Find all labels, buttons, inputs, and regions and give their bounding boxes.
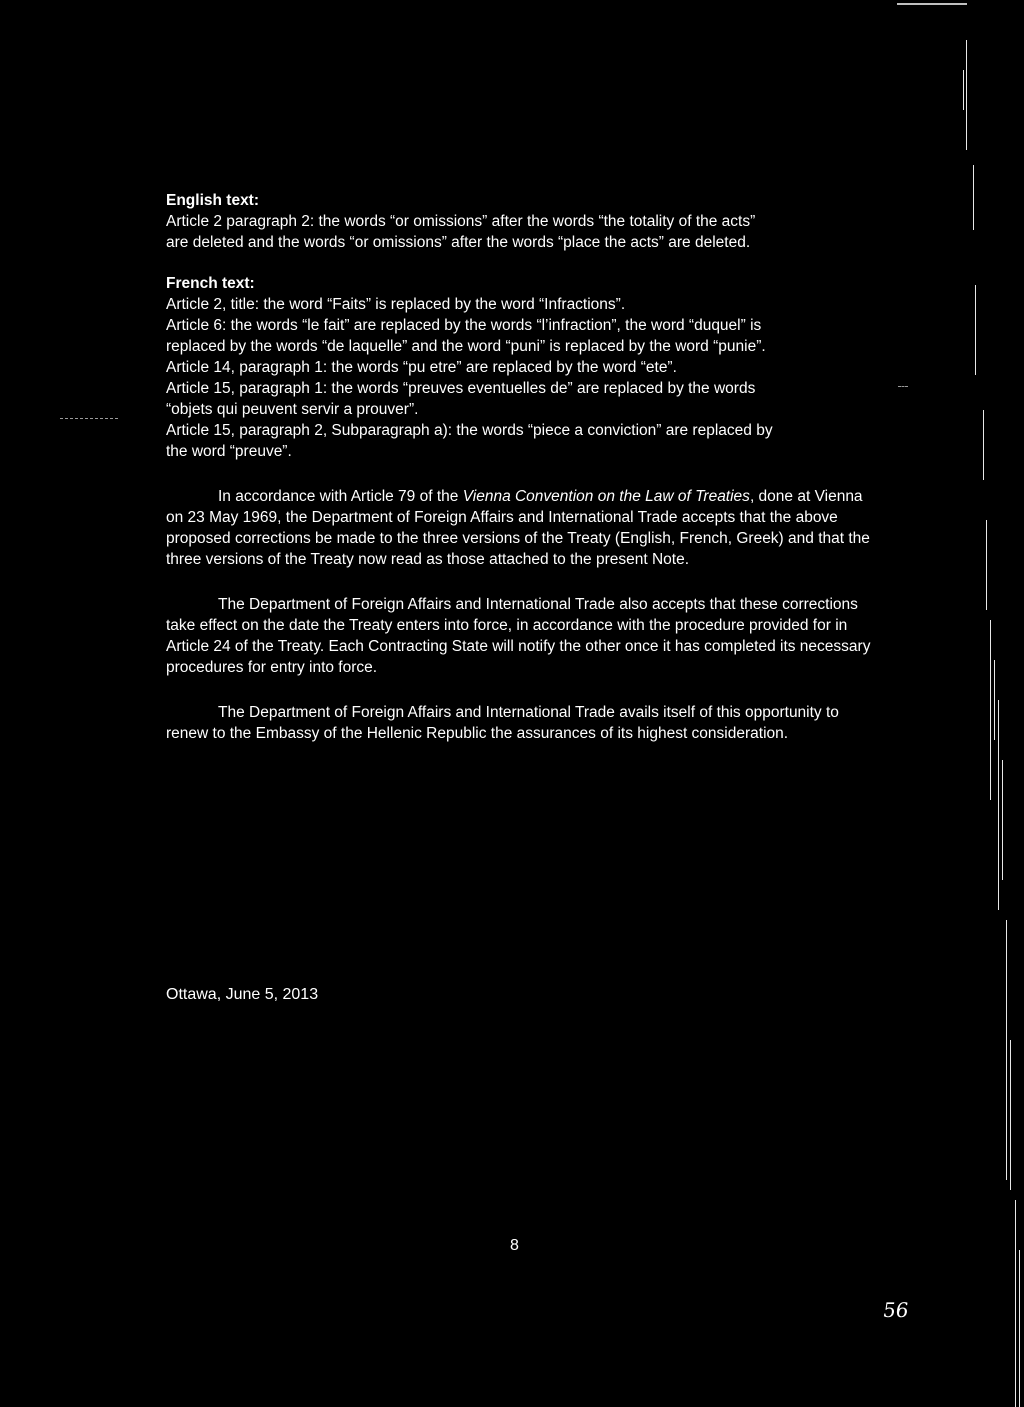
scan-artifact-edge-line	[1019, 1250, 1020, 1407]
scan-artifact-dash-right	[898, 386, 908, 387]
vienna-convention-title: Vienna Convention on the Law of Treaties	[462, 488, 750, 505]
french-text-line: Article 14, paragraph 1: the words “pu etre” are replaced by the word “ete”.	[166, 359, 677, 376]
english-text-heading: English text:	[166, 192, 260, 209]
french-text-line: “objets qui peuvent servir a prouver”.	[166, 401, 419, 418]
english-text-section	[166, 190, 876, 253]
scan-artifact-edge-line	[973, 165, 974, 230]
scan-artifact-edge-line	[1002, 760, 1003, 880]
scan-artifact-edge-line	[966, 40, 967, 150]
english-text-line: are deleted and the words “or omissions” after the words “place the acts” are deleted.	[166, 234, 751, 251]
vienna-convention-paragraph	[166, 486, 876, 570]
french-text-line: Article 15, paragraph 2, Subparagraph a): the words “piece a conviction” are replaced by	[166, 422, 773, 439]
scan-artifact-edge-line	[1010, 1040, 1011, 1190]
scan-artifact-edge-line	[1015, 1200, 1016, 1407]
corrections-effect-paragraph: The Department of Foreign Affairs and International Trade also accepts that these corrections take effect on the date the Treaty enters into force, in accordance with the procedure provided for in Article 24 of the Treaty. Each Contracting State will notify the other once it has completed its necessary procedures for entry into force.	[166, 596, 871, 676]
scan-artifact-edge-line	[1006, 920, 1007, 1180]
closing-paragraph: The Department of Foreign Affairs and International Trade avails itself of this opportunity to renew to the Embassy of the Hellenic Republic the assurances of its highest consideration.	[166, 704, 839, 742]
scan-artifact-dash-left	[60, 418, 118, 419]
french-text-section	[166, 273, 876, 462]
date-line: Ottawa, June 5, 2013	[166, 986, 319, 1003]
vienna-paragraph-after: , done at Vienna on 23 May 1969, the Department of Foreign Affairs and International Trade accepts that the above proposed corrections be made to the three versions of the Treaty (English, French, Greek) and that the three versions of the Treaty now read as those attached to the present Note.	[166, 488, 870, 568]
french-text-line: Article 15, paragraph 1: the words “preuves eventuelles de” are replaced by the words	[166, 380, 756, 397]
french-text-line: Article 6: the words “le fait” are replaced by the words “l’infraction”, the word “duquel” is	[166, 317, 762, 334]
scan-artifact-edge-line	[998, 700, 999, 910]
scan-artifact-edge-line	[986, 520, 987, 610]
page-number: 8	[510, 1237, 519, 1254]
french-text-line: replaced by the words “de laquelle” and the word “puni” is replaced by the word “punie”.	[166, 338, 766, 355]
scan-artifact-edge-line	[983, 410, 984, 480]
scan-artifact-edge-line	[975, 285, 976, 375]
scan-artifact-edge-line	[994, 660, 995, 740]
english-text-line: Article 2 paragraph 2: the words “or omissions” after the words “the totality of the acts”	[166, 213, 756, 230]
vienna-paragraph-before: In accordance with Article 79 of the	[218, 488, 463, 505]
french-text-heading: French text:	[166, 275, 255, 292]
scan-artifact-edge-line	[963, 70, 964, 110]
document-body	[166, 190, 876, 744]
french-text-line: Article 2, title: the word “Faits” is replaced by the word “Infractions”.	[166, 296, 626, 313]
french-text-line: the word “preuve”.	[166, 443, 292, 460]
scan-artifact-top-rule	[897, 3, 967, 5]
handwritten-page-number: 56	[881, 1298, 911, 1322]
scan-artifact-edge-line	[990, 620, 991, 800]
